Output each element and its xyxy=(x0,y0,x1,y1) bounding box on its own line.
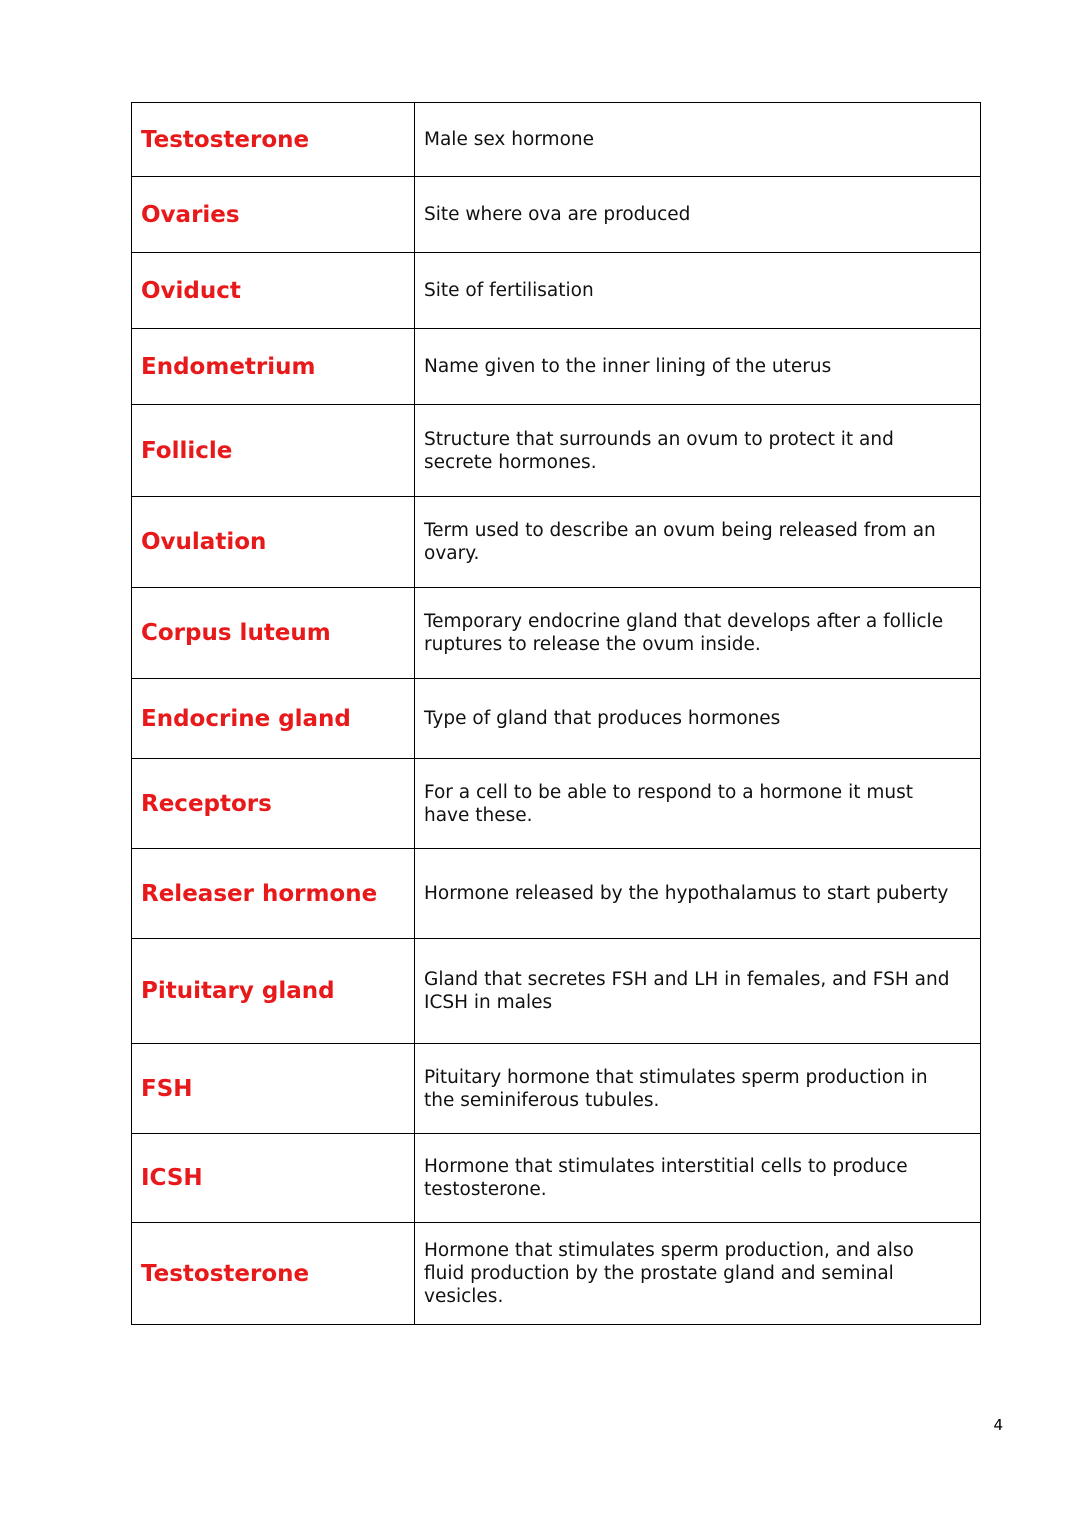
term-cell: Ovaries xyxy=(132,177,415,253)
definition-cell: Structure that surrounds an ovum to protect it and secrete hormones. xyxy=(415,405,981,497)
definition-cell: Name given to the inner lining of the uterus xyxy=(415,329,981,405)
term-cell: Follicle xyxy=(132,405,415,497)
term-cell: FSH xyxy=(132,1044,415,1134)
term-cell: Testosterone xyxy=(132,1223,415,1325)
glossary-row xyxy=(132,849,981,939)
glossary-table xyxy=(131,102,981,1325)
glossary-row xyxy=(132,497,981,588)
definition-cell: Type of gland that produces hormones xyxy=(415,679,981,759)
glossary-row xyxy=(132,177,981,253)
term-cell: Pituitary gland xyxy=(132,939,415,1044)
definition-cell: Term used to describe an ovum being released from an ovary. xyxy=(415,497,981,588)
definition-cell: For a cell to be able to respond to a hormone it must have these. xyxy=(415,759,981,849)
glossary-row xyxy=(132,405,981,497)
glossary-row xyxy=(132,939,981,1044)
glossary-row xyxy=(132,1044,981,1134)
glossary-row xyxy=(132,103,981,177)
definition-cell: Hormone released by the hypothalamus to start puberty xyxy=(415,849,981,939)
term-cell: Ovulation xyxy=(132,497,415,588)
term-cell: Oviduct xyxy=(132,253,415,329)
glossary-row xyxy=(132,759,981,849)
glossary-row xyxy=(132,1134,981,1223)
term-cell: ICSH xyxy=(132,1134,415,1223)
glossary-row xyxy=(132,253,981,329)
definition-cell: Hormone that stimulates interstitial cells to produce testosterone. xyxy=(415,1134,981,1223)
definition-cell: Temporary endocrine gland that develops after a follicle ruptures to release the ovum inside. xyxy=(415,588,981,679)
definition-cell: Hormone that stimulates sperm production, and also fluid production by the prostate gland and seminal vesicles. xyxy=(415,1223,981,1325)
glossary-row xyxy=(132,588,981,679)
term-cell: Endocrine gland xyxy=(132,679,415,759)
glossary-row xyxy=(132,1223,981,1325)
definition-cell: Male sex hormone xyxy=(415,103,981,177)
glossary-row xyxy=(132,679,981,759)
term-cell: Releaser hormone xyxy=(132,849,415,939)
definition-cell: Pituitary hormone that stimulates sperm production in the seminiferous tubules. xyxy=(415,1044,981,1134)
definition-cell: Site where ova are produced xyxy=(415,177,981,253)
definition-cell: Site of fertilisation xyxy=(415,253,981,329)
definition-cell: Gland that secretes FSH and LH in females, and FSH and ICSH in males xyxy=(415,939,981,1044)
glossary-row xyxy=(132,329,981,405)
term-cell: Endometrium xyxy=(132,329,415,405)
term-cell: Receptors xyxy=(132,759,415,849)
page-number: 4 xyxy=(993,1416,1003,1434)
term-cell: Testosterone xyxy=(132,103,415,177)
term-cell: Corpus luteum xyxy=(132,588,415,679)
